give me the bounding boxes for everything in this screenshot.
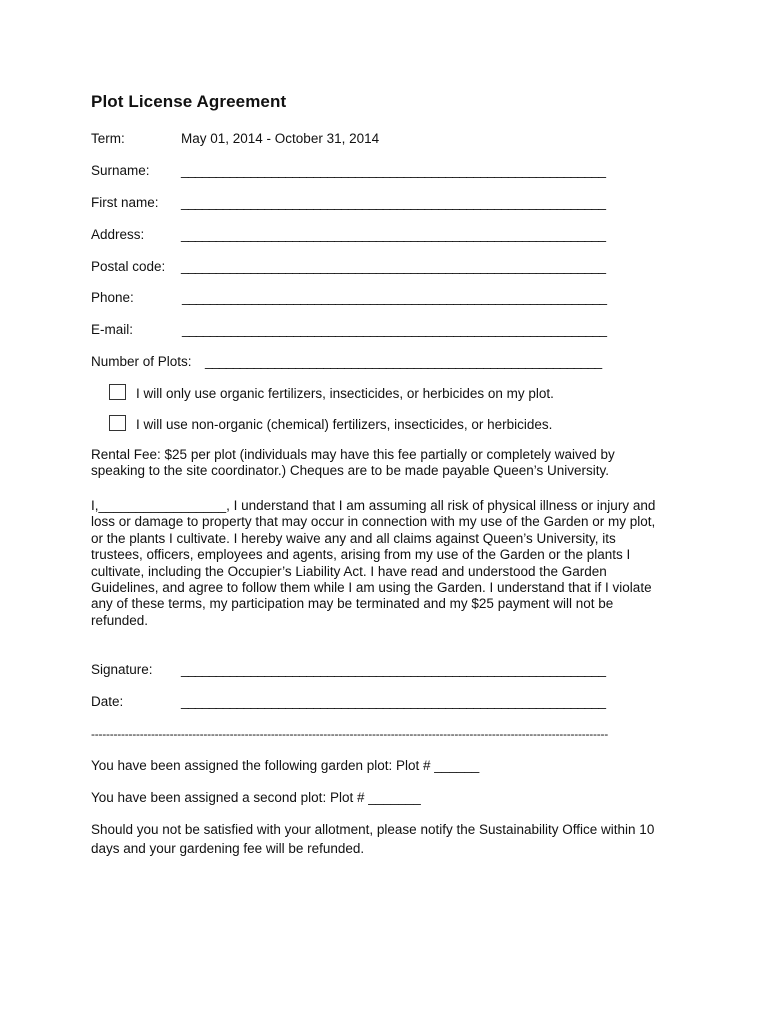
waiver-paragraph (91, 498, 691, 629)
term-label: Term: (91, 131, 125, 146)
signature-label: Signature: (91, 662, 153, 677)
postal-code-field[interactable]: _____________________________________________________________ (181, 259, 606, 274)
assigned-plot-text: You have been assigned the following garden plot: Plot # ______ (91, 758, 480, 773)
waiver-line: loss or damage to property that may occur in connection with my use of the Garden or my plot, (91, 514, 656, 530)
phone-field[interactable]: _____________________________________________________________ (182, 290, 607, 305)
address-label: Address: (91, 227, 145, 242)
number-of-plots-label: Number of Plots: (91, 354, 192, 369)
waiver-line: I,_________________, I understand that I am assuming all risk of physical illness or injury and (91, 498, 656, 513)
address-field[interactable]: _____________________________________________________________ (181, 227, 606, 242)
email-label: E-mail: (91, 322, 134, 337)
email-field[interactable]: _____________________________________________________________ (182, 322, 607, 337)
first-name-field[interactable]: _____________________________________________________________ (181, 195, 606, 210)
rental-fee-paragraph (91, 447, 691, 480)
non-organic-checkbox[interactable] (109, 415, 126, 431)
page-title: Plot License Agreement (91, 92, 287, 111)
waiver-line: cultivate, including the Occupier’s Liability Act. I have read and understood the Garden (91, 563, 607, 579)
organic-checkbox[interactable] (109, 384, 126, 400)
rental-fee-line: speaking to the site coordinator.) Cheques are to be made payable Queen’s University. (91, 463, 610, 479)
notice-line: Should you not be satisfied with your allotment, please notify the Sustainability Office within 10 (91, 822, 655, 837)
waiver-line: trustees, officers, employees and agents, arising from my use of the Garden or the plants I (91, 547, 631, 563)
phone-label: Phone: (91, 290, 134, 305)
second-plot-text: You have been assigned a second plot: Plot # _______ (91, 790, 421, 805)
term-value: May 01, 2014 - October 31, 2014 (181, 131, 380, 146)
waiver-line: any of these terms, my participation may be terminated and my $25 payment will not be (91, 596, 614, 612)
postal-code-label: Postal code: (91, 259, 166, 274)
surname-label: Surname: (91, 163, 150, 178)
separator-line: ------------------------------------------------------------------------------------------------------------------------------------------ (91, 727, 608, 741)
organic-option-label: I will only use organic fertilizers, insecticides, or herbicides on my plot. (136, 386, 554, 401)
waiver-line: refunded. (91, 612, 149, 628)
first-name-label: First name: (91, 195, 159, 210)
date-field[interactable]: _____________________________________________________________ (181, 694, 606, 709)
notice-line: days and your gardening fee will be refunded. (91, 841, 365, 856)
surname-field[interactable]: _____________________________________________________________ (181, 163, 606, 178)
notice-paragraph (91, 820, 691, 858)
date-label: Date: (91, 694, 124, 709)
non-organic-option-label: I will use non-organic (chemical) fertilizers, insecticides, or herbicides. (136, 417, 553, 432)
waiver-line: or the plants I cultivate. I hereby waive any and all claims against Queen’s University, its (91, 530, 616, 546)
rental-fee-line: Rental Fee: $25 per plot (individuals may have this fee partially or completely waived by (91, 447, 615, 462)
number-of-plots-field[interactable]: _________________________________________________________ (205, 354, 602, 369)
signature-field[interactable]: _____________________________________________________________ (181, 662, 606, 677)
waiver-line: Guidelines, and agree to follow them while I am using the Garden. I understand that if I violate (91, 579, 652, 595)
